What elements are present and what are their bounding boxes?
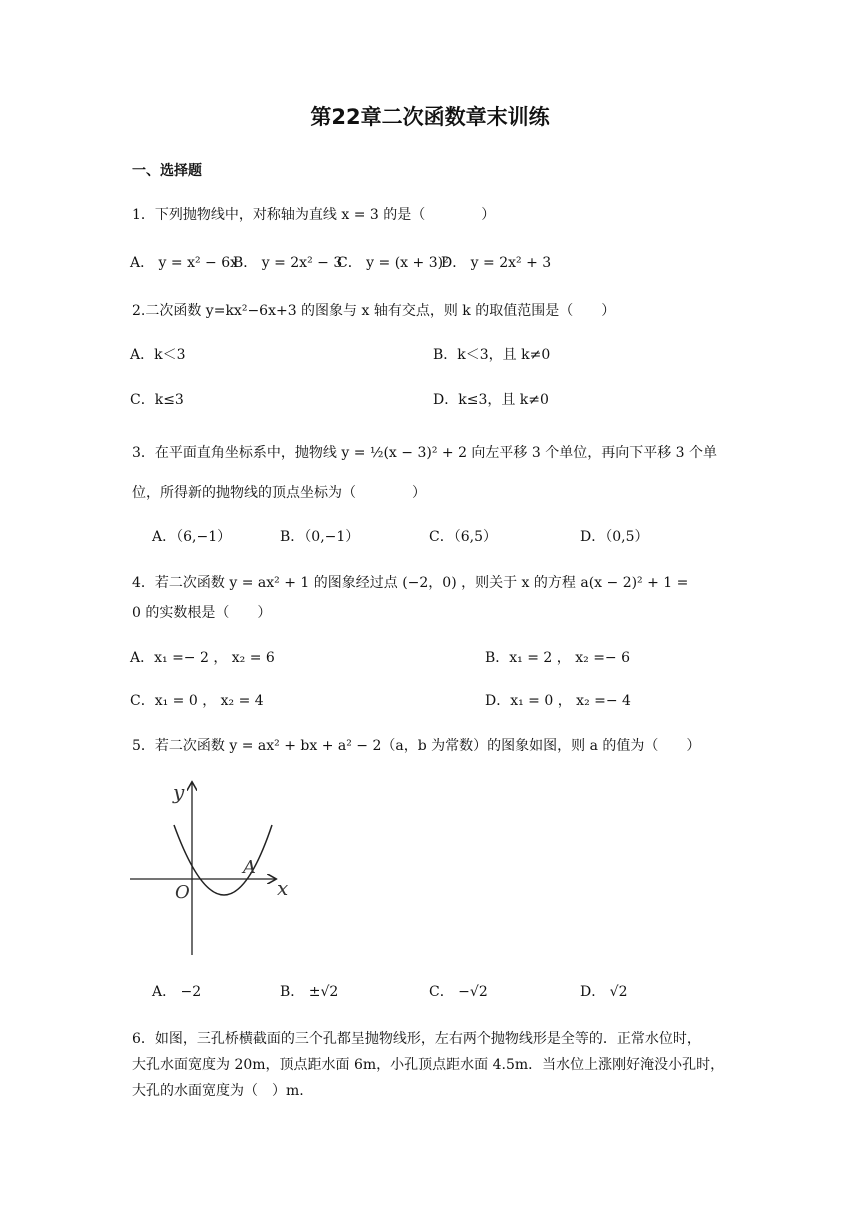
question-3-option-b: B．（0,−1）: [280, 529, 360, 545]
question-5-graph: [125, 775, 305, 960]
question-2-option-b: B．k＜3，且 k≠0: [433, 347, 551, 363]
y-axis-label: y: [173, 780, 185, 804]
question-4-option-a: A．x₁ =− 2 ， x₂ = 6: [130, 650, 275, 666]
question-5-option-b: B． ±√2: [280, 984, 339, 1000]
question-1-option-d: D． y = 2x² + 3: [441, 255, 552, 271]
section-heading: 一、选择题: [132, 163, 202, 179]
question-1-stem: 1．下列抛物线中，对称轴为直线 x = 3 的是（ ）: [132, 207, 496, 223]
question-3-stem-line-2: 位，所得新的抛物线的顶点坐标为（ ）: [132, 485, 426, 501]
question-4-option-c: C．x₁ = 0 ， x₂ = 4: [130, 693, 264, 709]
question-6-line-3: 大孔的水面宽度为（ ）m.: [132, 1083, 304, 1099]
question-1-option-b: B． y = 2x² − 3: [233, 255, 343, 271]
question-2-option-c: C．k≤3: [130, 392, 184, 408]
x-axis-label: x: [277, 876, 289, 900]
question-3-option-c: C．（6,5）: [429, 529, 497, 545]
question-5-option-d: D． √2: [580, 984, 628, 1000]
point-a-label: A: [243, 857, 256, 878]
origin-label: O: [175, 882, 190, 903]
question-5-option-a: A． −2: [152, 984, 202, 1000]
question-1-option-c: C． y = (x + 3)²: [337, 255, 449, 271]
page-title: 第22章二次函数章末训练: [310, 105, 550, 129]
question-3-stem-line-1: 3．在平面直角坐标系中，抛物线 y = ½(x − 3)² + 2 向左平移 3 个单位，再向下平移 3 个单: [132, 445, 718, 461]
question-4-stem-line-1: 4．若二次函数 y = ax² + 1 的图象经过点 (−2，0) ，则关于 x 的方程 a(x − 2)² + 1 =: [132, 575, 689, 591]
question-3-option-a: A．（6,−1）: [152, 529, 232, 545]
question-4-stem-line-2: 0 的实数根是（ ）: [132, 605, 272, 621]
question-5-option-c: C． −√2: [429, 984, 488, 1000]
question-6-line-1: 6．如图，三孔桥横截面的三个孔都呈抛物线形，左右两个抛物线形是全等的．正常水位时，: [132, 1031, 701, 1047]
question-4-option-d: D．x₁ = 0 ， x₂ =− 4: [485, 693, 631, 709]
question-2-option-d: D．k≤3，且 k≠0: [433, 392, 549, 408]
question-1-option-a: A． y = x² − 6x: [130, 255, 239, 271]
question-3-option-d: D．（0,5）: [580, 529, 649, 545]
question-6-line-2: 大孔水面宽度为 20m，顶点距水面 6m，小孔顶点距水面 4.5m．当水位上涨刚好淹没小孔时，: [132, 1057, 725, 1073]
question-2-option-a: A．k＜3: [130, 347, 186, 363]
question-5-stem: 5．若二次函数 y = ax² + bx + a² − 2（a，b 为常数）的图象如图，则 a 的值为（ ）: [132, 738, 701, 754]
question-2-stem: 2.二次函数 y=kx²−6x+3 的图象与 x 轴有交点，则 k 的取值范围是（ ）: [132, 303, 616, 319]
question-4-option-b: B．x₁ = 2 ， x₂ =− 6: [485, 650, 631, 666]
